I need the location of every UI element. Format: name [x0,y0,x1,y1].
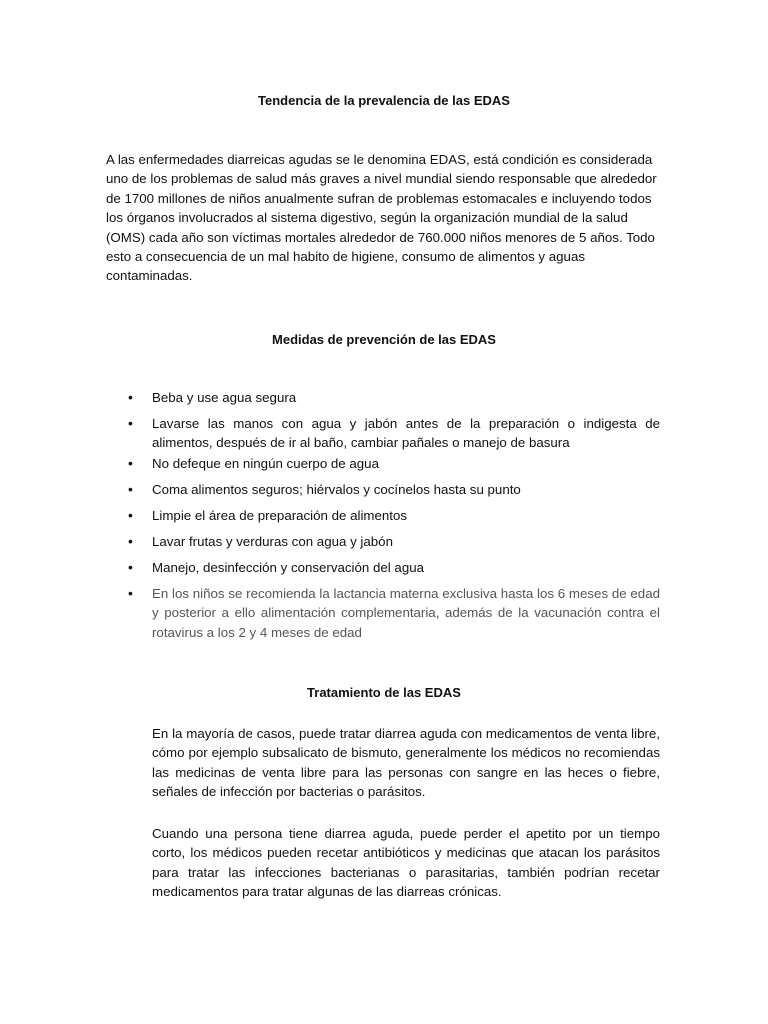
section-title-treatment: Tratamiento de las EDAS [307,685,461,700]
list-item-text: Lavar frutas y verduras con agua y jabón [152,534,393,549]
list-item-text: En los niños se recomienda la lactancia materna exclusiva hasta los 6 meses de edad y posterior a ello alimentación complementaria, además de la vacunación contra el rotavirus a los 2 y 4 meses de edad [152,586,660,640]
bullet-icon: • [128,559,133,575]
bullet-icon: • [128,455,133,471]
bullet-icon: • [128,533,133,549]
prevalence-paragraph: A las enfermedades diarreicas agudas se le denomina EDAS, está condición es considerada uno de los problemas de salud más graves a nivel mundial siendo responsable que alrededor de 1700 millones de niños anualmente sufran de problemas estomacales e incluyendo todos los órganos involucrados al sistema digestivo, según la organización mundial de la salud (OMS) cada año son víctimas mortales alrededor de 760.000 niños menores de 5 años. Todo esto a consecuencia de un mal habito de higiene, consumo de alimentos y aguas contaminadas. [106,152,657,284]
list-item-text: No defeque en ningún cuerpo de agua [152,456,379,471]
treatment-paragraph-2: Cuando una persona tiene diarrea aguda, puede perder el apetito por un tiempo corto, los médicos pueden recetar antibióticos y medicinas que atacan los parásitos para tratar las infecciones bacterianas o parasitarias, también podrían recetar medicamentos para tratar algunas de las diarreas crónicas. [152,826,660,900]
bullet-icon: • [128,585,133,601]
bullet-icon: • [128,389,133,405]
list-item-text: Limpie el área de preparación de alimentos [152,508,408,523]
list-item [128,388,660,407]
section-title-prevention: Medidas de prevención de las EDAS [272,332,496,347]
list-item-text: Coma alimentos seguros; hiérvalos y cocínelos hasta su punto [152,482,521,497]
list-item [128,480,660,499]
list-item [128,454,660,473]
treatment-paragraph-1: En la mayoría de casos, puede tratar diarrea aguda con medicamentos de venta libre, cómo por ejemplo subsalicato de bismuto, generalmente los médicos no recomiendas las medicinas de venta libre para las personas con sangre en las heces o fiebre, señales de infección por bacterias o parásitos. [152,726,660,800]
bullet-icon: • [128,481,133,497]
list-item [128,558,660,577]
list-item-text: Beba y use agua segura [152,390,297,405]
list-item-text: Lavarse las manos con agua y jabón antes de la preparación o indigesta de alimentos, después de ir al baño, cambiar pañales o manejo de basura [152,416,660,451]
list-item-text: Manejo, desinfección y conservación del agua [152,560,425,575]
bullet-icon: • [128,507,133,523]
list-item [128,506,660,525]
list-item [128,584,660,642]
bullet-icon: • [128,415,133,431]
list-item [128,414,660,453]
section-title-prevalence: Tendencia de la prevalencia de las EDAS [258,93,510,108]
list-item [128,532,660,551]
